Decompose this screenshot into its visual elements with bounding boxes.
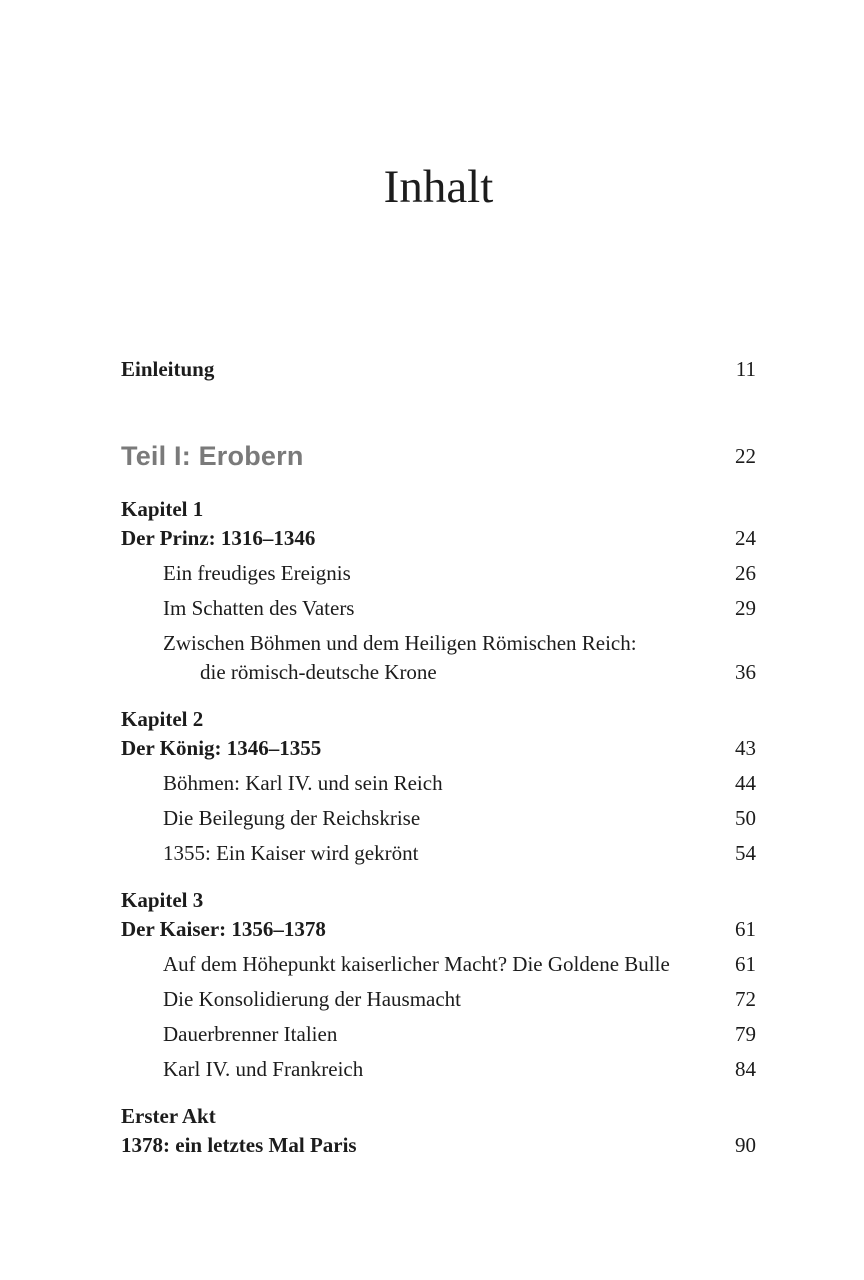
toc-entry-page-number: 54 (735, 841, 756, 866)
toc-entry-page-number: 36 (735, 660, 756, 685)
toc-entry-title (121, 985, 723, 1014)
toc-entry (121, 886, 756, 944)
toc-entry-page-number: 79 (735, 1022, 756, 1047)
toc-entry-line: Ein freudiges Ereignis (163, 561, 351, 586)
toc-entry-page-number: 22 (735, 444, 756, 469)
toc-entry-line: die römisch-deutsche Krone (200, 660, 437, 685)
toc-entry (121, 769, 756, 798)
toc-entry-line: Der König: 1346–1355 (121, 736, 322, 761)
toc-entry-line: Die Konsolidierung der Hausmacht (163, 987, 462, 1012)
toc-entry-title (121, 1102, 723, 1160)
toc-entry-line: Kapitel 1 (121, 497, 204, 522)
toc-entry-page-number: 24 (735, 526, 756, 551)
toc-entry (121, 950, 756, 979)
toc-entry (121, 1020, 756, 1049)
toc-entry-page-number: 84 (735, 1057, 756, 1082)
toc-entry-page-number: 26 (735, 561, 756, 586)
toc-entry-title (121, 629, 723, 687)
toc-entry (121, 985, 756, 1014)
toc-entry-page-number: 29 (735, 596, 756, 621)
toc-entry-line: 1355: Ein Kaiser wird gekrönt (163, 841, 419, 866)
toc-entry (121, 355, 756, 384)
toc-entry-line: Kapitel 2 (121, 707, 204, 732)
toc-entry-title (121, 1055, 723, 1084)
toc-entry-title (121, 950, 723, 979)
toc-list (121, 355, 756, 1160)
toc-entry-line: Der Prinz: 1316–1346 (121, 526, 316, 551)
toc-entry-title (121, 559, 723, 588)
toc-entry-page-number: 43 (735, 736, 756, 761)
toc-entry (121, 440, 756, 473)
toc-entry-page-number: 61 (735, 952, 756, 977)
toc-entry-page-number: 44 (735, 771, 756, 796)
toc-entry-title (121, 804, 723, 833)
toc-entry-line: Teil I: Erobern (121, 441, 304, 472)
toc-entry-title (121, 440, 723, 473)
toc-entry (121, 559, 756, 588)
toc-entry (121, 705, 756, 763)
page-content (0, 163, 864, 1160)
toc-entry-line: Der Kaiser: 1356–1378 (121, 917, 326, 942)
toc-entry (121, 1055, 756, 1084)
toc-entry-title (121, 355, 724, 384)
page-title: Inhalt (383, 161, 494, 213)
toc-entry-line: Dauerbrenner Italien (163, 1022, 338, 1047)
toc-entry-title (121, 1020, 723, 1049)
toc-entry-title (121, 495, 723, 553)
toc-entry-line: Böhmen: Karl IV. und sein Reich (163, 771, 443, 796)
toc-entry-page-number: 90 (735, 1133, 756, 1158)
toc-entry-page-number: 11 (735, 357, 756, 382)
toc-entry-line: Kapitel 3 (121, 888, 204, 913)
toc-entry-title (121, 839, 723, 868)
toc-entry-line: 1378: ein letztes Mal Paris (121, 1133, 357, 1158)
toc-entry-line: Erster Akt (121, 1104, 216, 1129)
toc-entry-line: Im Schatten des Vaters (163, 596, 355, 621)
toc-entry (121, 629, 756, 687)
toc-entry (121, 1102, 756, 1160)
toc-entry-line: Zwischen Böhmen und dem Heiligen Römischen Reich: (163, 631, 637, 656)
toc-entry-title (121, 705, 723, 763)
toc-entry-line: Karl IV. und Frankreich (163, 1057, 364, 1082)
toc-entry-title (121, 594, 723, 623)
toc-entry (121, 839, 756, 868)
toc-entry-title (121, 769, 723, 798)
toc-entry-page-number: 50 (735, 806, 756, 831)
toc-entry-title (121, 886, 723, 944)
toc-entry (121, 594, 756, 623)
toc-entry-page-number: 61 (735, 917, 756, 942)
toc-entry-line: Auf dem Höhepunkt kaiserlicher Macht? Die Goldene Bulle (163, 952, 670, 977)
toc-entry (121, 804, 756, 833)
toc-entry-line: Die Beilegung der Reichskrise (163, 806, 421, 831)
toc-entry-line: Einleitung (121, 357, 215, 382)
toc-entry-page-number: 72 (735, 987, 756, 1012)
toc-entry (121, 495, 756, 553)
